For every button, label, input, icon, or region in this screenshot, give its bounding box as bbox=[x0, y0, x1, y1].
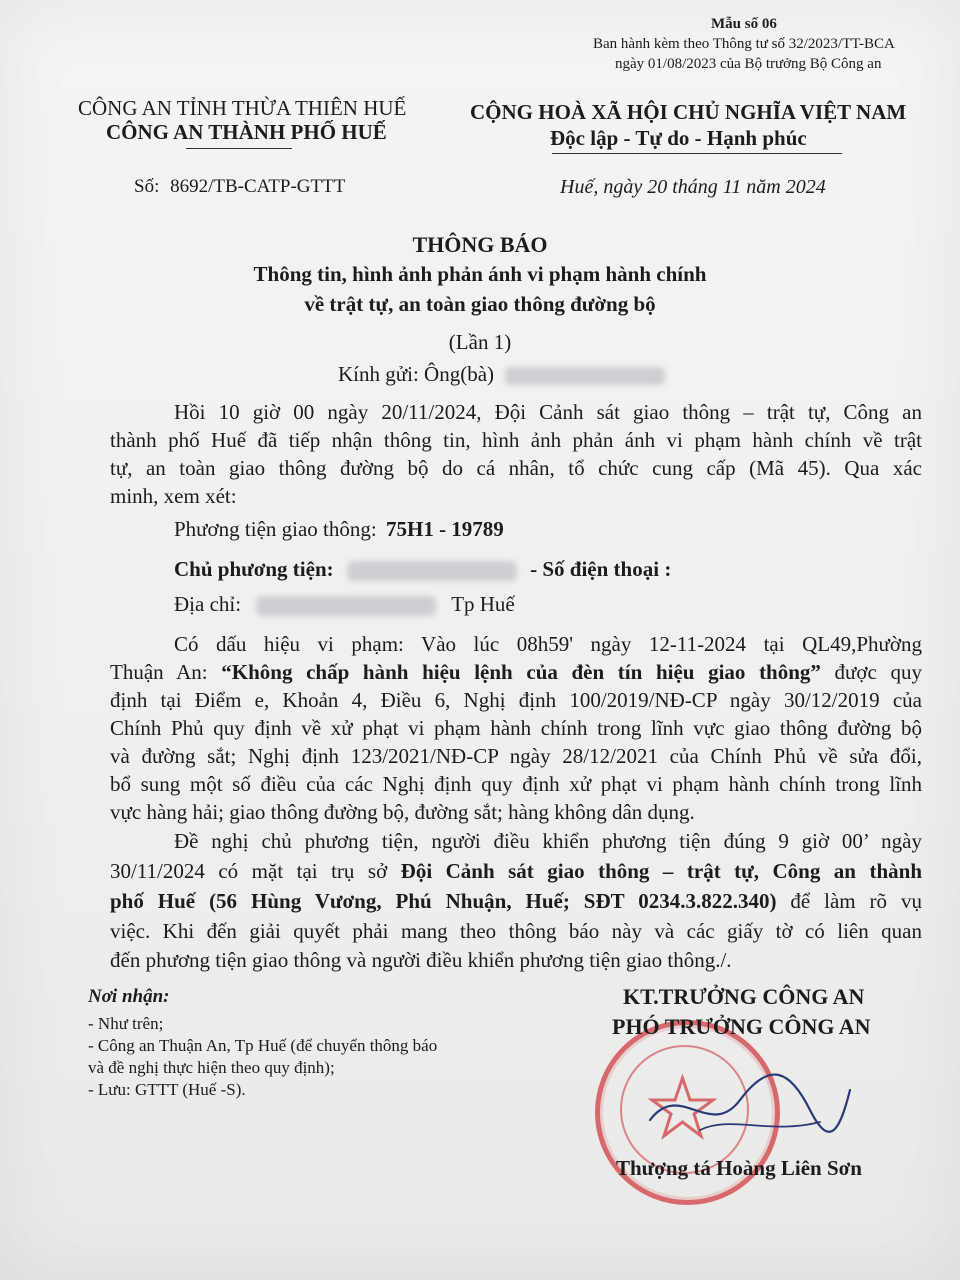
violation-quote: “Không chấp hành hiệu lệnh của đèn tín hiệu giao thông” bbox=[221, 660, 821, 684]
address-line bbox=[174, 592, 515, 617]
request-line: Đề nghị chủ phương tiện, người điều khiển phương tiện đúng 9 giờ 00’ ngày bbox=[174, 829, 922, 853]
paragraph-receipt bbox=[110, 400, 922, 512]
document-subtitle-2: về trật tự, an toàn giao thông đường bộ bbox=[304, 292, 656, 316]
agency-parent: CÔNG AN TỈNH THỪA THIÊN HUẾ bbox=[78, 96, 407, 120]
address-city: Tp Huế bbox=[451, 592, 515, 616]
owner-label: Chủ phương tiện: bbox=[174, 557, 334, 581]
violation-prefix: Thuận An: bbox=[110, 660, 222, 684]
recipient-item: - Lưu: GTTT (Huế -S). bbox=[88, 1080, 246, 1099]
request-office: Đội Cảnh sát giao thông – trật tự, Công an thành bbox=[400, 859, 922, 883]
vehicle-label: Phương tiện giao thông: bbox=[174, 517, 377, 541]
addressee bbox=[338, 362, 665, 387]
request-office-address: phố Huế (56 Hùng Vương, Phú Nhuận, Huế; SĐT 0234.3.822.340) bbox=[110, 889, 777, 913]
violation-line: định tại Điểm e, Khoản 4, Điều 6, Nghị định 100/2019/NĐ-CP ngày 30/12/2019 của bbox=[110, 688, 922, 712]
request-line bbox=[110, 859, 922, 884]
request-line: việc. Khi đến giải quyết phải mang theo thông báo này và các giấy tờ có liên quan bbox=[110, 919, 922, 943]
paragraph-receipt-line: tự, an toàn giao thông đường bộ do cá nhân, tổ chức cung cấp (Mã 45). Qua xác bbox=[110, 456, 922, 480]
address-label: Địa chỉ: bbox=[174, 592, 242, 616]
document-title: THÔNG BÁO bbox=[412, 232, 548, 257]
agency-underline bbox=[186, 148, 292, 149]
paragraph-receipt-line: thành phố Huế đã tiếp nhận thông tin, hình ảnh phản ánh vi phạm hành chính về trật bbox=[110, 428, 922, 452]
vehicle-plate: 75H1 - 19789 bbox=[385, 517, 504, 541]
signature-title-2: PHÓ TRƯỞNG CÔNG AN bbox=[612, 1014, 871, 1039]
addressee-label: Kính gửi: Ông(bà) bbox=[338, 362, 495, 386]
paragraph-receipt-line: minh, xem xét: bbox=[110, 484, 237, 508]
violation-line bbox=[110, 660, 922, 685]
owner-line bbox=[174, 557, 671, 582]
vehicle-line bbox=[174, 517, 504, 542]
violation-line: bổ sung một số điều của các Nghị định quy định xử phạt vi phạm hành chính trong lĩnh bbox=[110, 772, 922, 796]
nation-name: CỘNG HOÀ XÃ HỘI CHỦ NGHĨA VIỆT NAM bbox=[470, 100, 907, 124]
request-line: đến phương tiện giao thông và người điều khiển phương tiện giao thông./. bbox=[110, 948, 732, 972]
form-issued-line2: ngày 01/08/2023 của Bộ trưởng Bộ Công an bbox=[615, 56, 882, 72]
recipients-heading: Nơi nhận: bbox=[88, 986, 170, 1007]
agency-name: CÔNG AN THÀNH PHỐ HUẾ bbox=[106, 120, 387, 144]
redacted-address bbox=[256, 596, 436, 616]
handwritten-signature bbox=[640, 1060, 860, 1150]
signer-name: Thượng tá Hoàng Liên Sơn bbox=[616, 1156, 862, 1180]
violation-line: vực hàng hải; giao thông đường bộ, đường sắt; hàng không dân dụng. bbox=[110, 800, 695, 824]
violation-line: Có dấu hiệu vi phạm: Vào lúc 08h59' ngày 12-11-2024 tại QL49,Phường bbox=[174, 632, 922, 656]
violation-line: và đường sắt; Nghị định 123/2021/NĐ-CP ngày 28/12/2021 của Chính Phủ về sửa đổi, bbox=[110, 744, 922, 768]
paragraph-request bbox=[110, 829, 922, 972]
violation-line: Chính Phủ quy định về xử phạt vi phạm hành chính trong lĩnh vực giao thông đường bộ bbox=[110, 716, 922, 740]
attempt-number: (Lần 1) bbox=[448, 330, 512, 354]
nation-motto: Độc lập - Tự do - Hạnh phúc bbox=[550, 126, 807, 150]
reference-label: Số: bbox=[134, 176, 160, 197]
violation-suffix: được quy bbox=[820, 660, 922, 684]
redacted-addressee-name bbox=[505, 367, 665, 385]
request-line bbox=[110, 889, 922, 914]
phone-label: - Số điện thoại : bbox=[530, 557, 672, 581]
paragraph-receipt-line: Hồi 10 giờ 00 ngày 20/11/2024, Đội Cảnh sát giao thông – trật tự, Công an bbox=[174, 400, 922, 424]
recipient-item: - Như trên; bbox=[88, 1014, 164, 1033]
recipient-item: và đề nghị thực hiện theo quy định); bbox=[88, 1058, 335, 1077]
reference-value: 8692/TB-CATP-GTTT bbox=[170, 176, 346, 197]
reference-number bbox=[134, 176, 345, 198]
motto-underline bbox=[552, 153, 842, 154]
form-issued-line1: Ban hành kèm theo Thông tư số 32/2023/TT-BCA bbox=[593, 36, 895, 52]
paragraph-violation bbox=[110, 632, 922, 828]
document-subtitle-1: Thông tin, hình ảnh phản ánh vi phạm hành chính bbox=[253, 262, 707, 286]
recipient-item: - Công an Thuận An, Tp Huế (để chuyển thông báo bbox=[88, 1036, 438, 1055]
request-prefix: 30/11/2024 có mặt tại trụ sở bbox=[110, 859, 401, 883]
signature-title-1: KT.TRƯỞNG CÔNG AN bbox=[623, 984, 865, 1009]
place-date: Huế, ngày 20 tháng 11 năm 2024 bbox=[560, 176, 826, 198]
request-suffix: để làm rõ vụ bbox=[776, 889, 922, 913]
redacted-owner-name bbox=[347, 561, 517, 581]
form-number: Mẫu số 06 bbox=[711, 16, 777, 32]
